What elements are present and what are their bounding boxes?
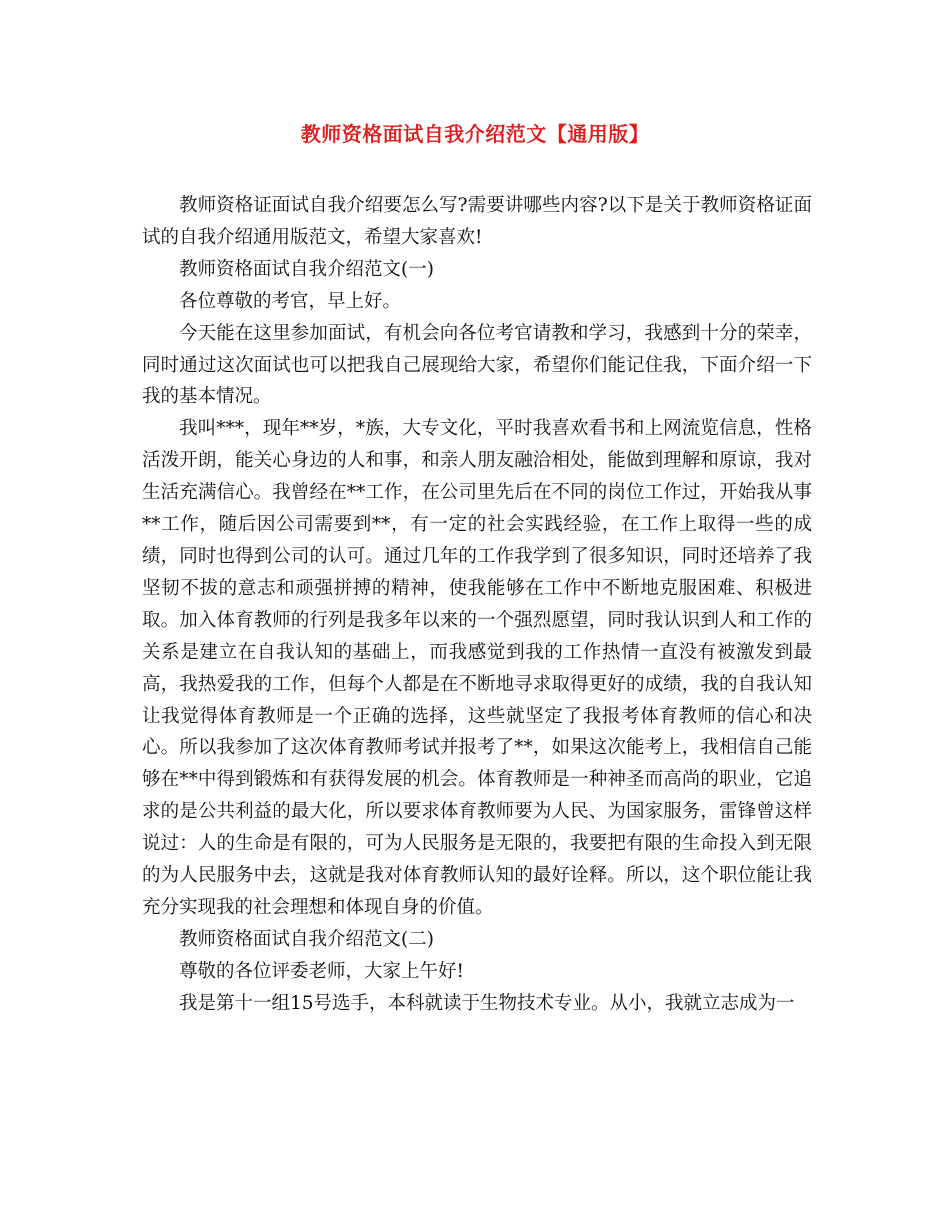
section-heading-two: 教师资格面试自我介绍范文(二)	[179, 928, 434, 950]
document-body	[142, 190, 812, 1020]
greeting-paragraph: 尊敬的各位评委老师，大家上午好!	[179, 960, 464, 982]
section-heading-one: 教师资格面试自我介绍范文(一)	[179, 258, 434, 280]
greeting-paragraph: 各位尊敬的考官，早上好。	[179, 290, 402, 312]
body-paragraph: 我叫***，现年**岁，*族，大专文化，平时我喜欢看书和上网流览信息，性格活泼开朗，能关心身边的人和事，和亲人朋友融洽相处，能做到理解和原谅，我对生活充满信心。我曾经在**工作，在公司里先后在不同的岗位工作过，开始我从事**工作，随后因公司需要到**，有一定的社会实践经验，在工作上取得一些的成绩，同时也得到公司的认可。通过几年的工作我学到了很多知识，同时还培养了我坚韧不拔的意志和顽强拼搏的精神，使我能够在工作中不断地克服困难、积极进取。加入体育教师的行列是我多年以来的一个强烈愿望，同时我认识到人和工作的关系是建立在自我认知的基础上，而我感觉到我的工作热情一直没有被激发到最高，我热爱我的工作，但每个人都是在不断地寻求取得更好的成绩，我的自我认知让我觉得体育教师是一个正确的选择，这些就坚定了我报考体育教师的信心和决心。所以我参加了这次体育教师考试并报考了**，如果这次能考上，我相信自己能够在**中得到锻炼和有获得发展的机会。体育教师是一种神圣而高尚的职业，它追求的是公共利益的最大化，所以要求体育教师要为人民、为国家服务，雷锋曾这样说过：人的生命是有限的，可为人民服务是无限的，我要把有限的生命投入到无限的为人民服务中去，这就是我对体育教师认知的最好诠释。所以，这个职位能让我充分实现我的社会理想和体现自身的价值。	[142, 418, 812, 918]
intro-paragraph: 教师资格证面试自我介绍要怎么写?需要讲哪些内容?以下是关于教师资格证面试的自我介绍通用版范文，希望大家喜欢!	[142, 195, 812, 248]
document-title: 教师资格面试自我介绍范文【通用版】	[300, 122, 650, 146]
body-paragraph: 我是第十一组15号选手，本科就读于生物技术专业。从小，我就立志成为一	[179, 992, 795, 1014]
body-paragraph: 今天能在这里参加面试，有机会向各位考官请教和学习，我感到十分的荣幸，同时通过这次面试也可以把我自己展现给大家，希望你们能记住我，下面介绍一下我的基本情况。	[142, 322, 812, 408]
